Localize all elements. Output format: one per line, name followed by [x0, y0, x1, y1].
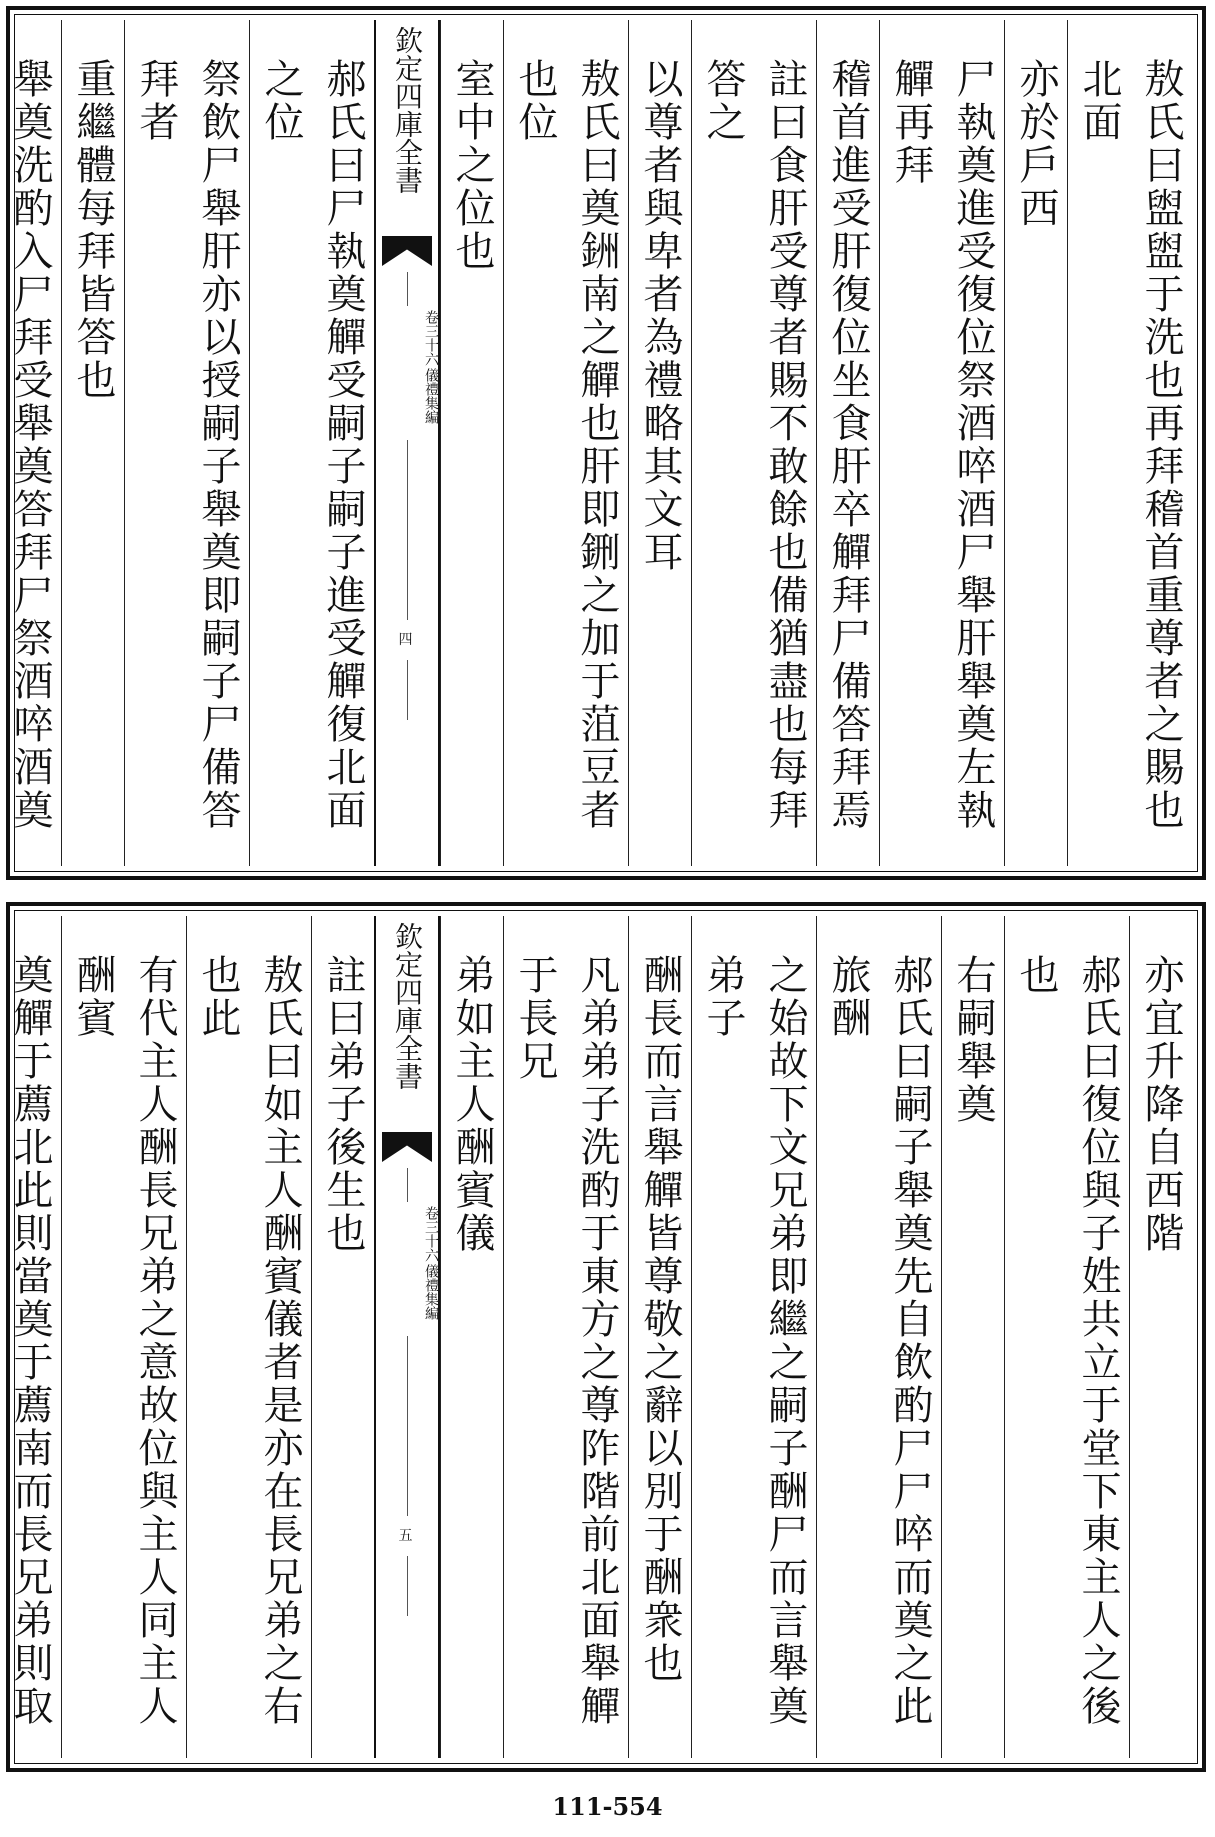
lower-columns [7, 916, 1192, 1758]
fold-title: 欽定四庫全書 [391, 26, 424, 194]
fold-rule [407, 1556, 408, 1616]
fold-rule [407, 1168, 408, 1202]
text-column: 弟如主人酬賓儀 [440, 916, 503, 1758]
text-column: 註曰弟子後生也 [311, 916, 374, 1758]
upper-columns [7, 20, 1192, 866]
page-number: 111-554 [552, 1792, 663, 1821]
fold-volume: 卷三十六 [423, 1206, 439, 1262]
text-column: 舉奠洗酌入尸拜受舉奠答拜尸祭酒啐酒奠 [0, 20, 61, 866]
text-column: 有代主人酬長兄弟之意故位與主人同主人酬賓 [61, 916, 186, 1758]
text-column: 郝氏曰復位與子姓共立于堂下東主人之後也 [1004, 916, 1129, 1758]
text-column: 郝氏曰嗣子舉奠先自飲酌尸尸啐而奠之此旅酬 [816, 916, 941, 1758]
text-column: 尸執奠進受復位祭酒啐酒尸舉肝舉奠左執觶再拜 [879, 20, 1004, 866]
text-column: 奠觶于薦北此則當奠于薦南而長兄弟則取 [0, 916, 61, 1758]
fold-title: 欽定四庫全書 [391, 922, 424, 1090]
text-column: 敖氏曰奠銂南之觶也肝即鉶之加于菹豆者也位 [503, 20, 628, 866]
text-column: 重繼體每拜皆答也 [61, 20, 124, 866]
text-column: 敖氏曰盥盥于洗也再拜稽首重尊者之賜也北面 [1067, 20, 1192, 866]
text-column: 凡弟弟子洗酌于東方之尊阼階前北面舉觶于長兄 [503, 916, 628, 1758]
fold-meta [376, 1206, 438, 1320]
text-column: 室中之位也 [440, 20, 503, 866]
text-column: 註曰食肝受尊者賜不敢餘也備猶盡也每拜答之 [691, 20, 816, 866]
fold-book: 儀禮集編 [423, 1264, 439, 1320]
text-column: 敖氏曰如主人酬賓儀者是亦在長兄弟之右也此 [186, 916, 311, 1758]
text-column: 亦於戶西 [1004, 20, 1067, 866]
fold-meta [376, 310, 438, 424]
text-column: 之始故下文兄弟即繼之嗣子酬尸而言舉奠弟子 [691, 916, 816, 1758]
fold-column [374, 20, 440, 866]
fold-rule [407, 440, 408, 620]
fold-rule [407, 660, 408, 720]
fold-column [374, 916, 440, 1758]
upper-page [6, 6, 1206, 880]
fish-tail-mark [382, 236, 432, 266]
fold-rule [407, 1336, 408, 1516]
text-column: 右嗣舉奠 [941, 916, 1004, 1758]
fish-tail-mark [382, 1132, 432, 1162]
lower-page [6, 902, 1206, 1772]
text-column: 以尊者與卑者為禮略其文耳 [628, 20, 691, 866]
text-column: 亦宜升降自西階 [1129, 916, 1192, 1758]
text-column: 郝氏曰尸執奠觶受嗣子嗣子進受觶復北面之位 [249, 20, 374, 866]
fold-book: 儀禮集編 [423, 368, 439, 424]
fold-leaf-number: 五 [398, 1528, 416, 1544]
fold-volume: 卷三十六 [423, 310, 439, 366]
text-column: 稽首進受肝復位坐食肝卒觶拜尸備答拜焉 [816, 20, 879, 866]
fold-leaf-number: 四 [398, 632, 416, 648]
fold-rule [407, 272, 408, 306]
text-column: 祭飲尸舉肝亦以授嗣子舉奠即嗣子尸備答拜者 [124, 20, 249, 866]
text-column: 酬長而言舉觶皆尊敬之辭以別于酬衆也 [628, 916, 691, 1758]
